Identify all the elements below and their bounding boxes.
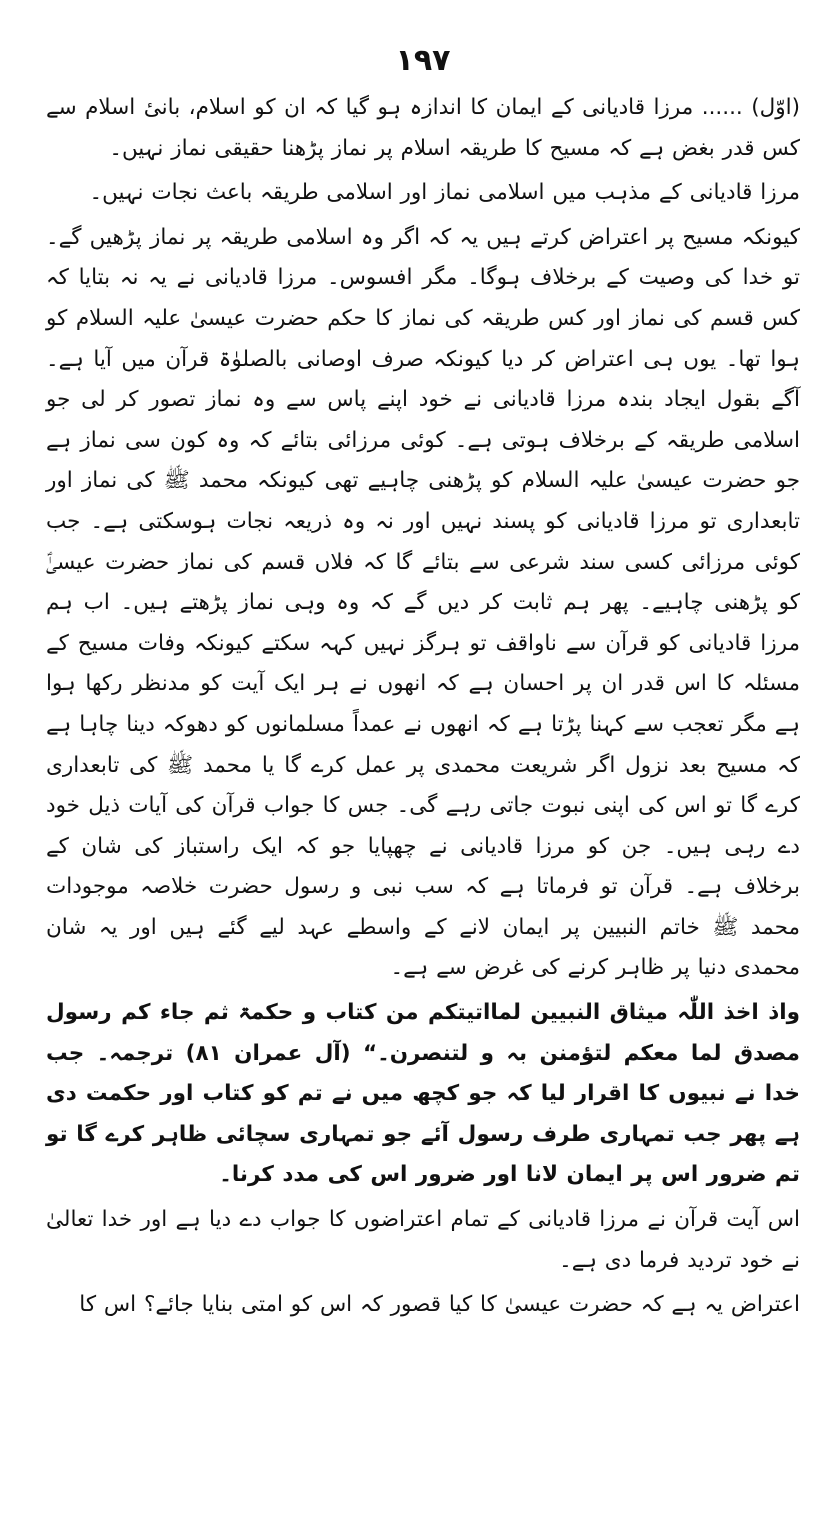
paragraph-argument: کیونکہ مسیح پر اعتراض کرتے ہیں یہ کہ اگر وہ اسلامی طریقہ پر نماز پڑھیں گے۔ تو خدا کی وصیت کے برخلاف ہوگا۔ مگر افسوس۔ مرزا قادیانی نے یہ نہ بتایا کہ کس قسم کی نماز اور کس طریقہ کی نماز کا حکم حضرت عیسیٰ علیہ السلام کو ہوا تھا۔ یوں ہی اعتراض کر دیا کیونکہ صرف اوصانی بالصلوٰۃ قرآن میں آیا ہے۔ آگے بقول ایجاد بندہ مرزا قادیانی نے خود اپنے پاس سے وہ نماز تصور کر لی جو اسلامی طریقہ کے برخلاف ہوتی ہے۔ کوئی مرزائی بتائے کہ وہ کون سی نماز ہے جو حضرت عیسیٰ علیہ السلام کو پڑھنی چاہیے تھی کیونکہ محمد ﷺ کی نماز اور تابعداری تو مرزا قادیانی کو پسند نہیں اور نہ وہ ذریعہ نجات ہوسکتی ہے۔ جب کوئی مرزائی کسی سند شرعی سے بتائے گا کہ فلاں قسم کی نماز حضرت عیسیٰؑ کو پڑھنی چاہیے۔ پھر ہم ثابت کر دیں گے کہ وہ وہی نماز پڑھتے ہیں۔ اب ہم مرزا قادیانی کو قرآن سے ناواقف تو ہرگز نہیں کہہ سکتے کیونکہ وفات مسیح کے مسئلہ کا اس قدر ان پر احسان ہے کہ انھوں نے ہر ایک آیت کو مدنظر رکھا ہوا ہے مگر تعجب سے کہنا پڑتا ہے کہ انھوں نے عمداً مسلمانوں کو دھوکہ دینا چاہا ہے کہ مسیح بعد نزول اگر شریعت محمدی پر عمل کرے گا یا محمد ﷺ کی تابعداری کرے گا تو اس کی اپنی نبوت جاتی رہے گی۔ جس کا جواب قرآن کی آیات ذیل خود دے رہی ہیں۔ جن کو مرزا قادیانی نے چھپایا جو کہ ایک راستباز کی شان کے برخلاف ہے۔ قرآن تو فرماتا ہے کہ سب نبی و رسول حضرت خلاصہ موجودات محمد ﷺ خاتم النبیین پر ایمان لانے کے واسطے عہد لیے گئے ہیں اور یہ شان محمدی دنیا پر ظاہر کرنے کی غرض سے ہے۔ [46,224,800,981]
page-number: ۱۹۷ [395,43,451,78]
paragraph-quran-verse: واذ اخذ اللّٰہ میثاق النبیین لمااتیتکم من کتاب و حکمۃ ثم جاء کم رسول مصدق لما معکم لتؤمنن بہ و لتنصرن۔“ (آل عمران ۸۱) ترجمہ۔ جب خدا نے نبیوں کا اقرار لیا کہ جو کچھ میں نے تم کو کتاب اور حکمت دی ہے پھر جب تمہاری طرف رسول آئے جو تمہاری سچائی ظاہر کرے گا تو تم ضرور اس پر ایمان لانا اور ضرور اس کی مدد کرنا۔ [46,1000,800,1188]
paragraph-first-objection: (اوّل) ...... مرزا قادیانی کے ایمان کا اندازہ ہو گیا کہ ان کو اسلام، بانیٔ اسلام سے کس قدر بغض ہے کہ مسیح کا طریقہ اسلام پر نماز پڑھنا حقیقی نماز نہیں۔ [46,95,800,161]
paragraph-verse-answer: اس آیت قرآن نے مرزا قادیانی کے تمام اعتراضوں کا جواب دے دیا ہے اور خدا تعالیٰ نے خود تردید فرما دی ہے۔ [46,1207,800,1273]
paragraph-salvation: مرزا قادیانی کے مذہب میں اسلامی نماز اور اسلامی طریقہ باعث نجات نہیں۔ [89,180,800,206]
document-body [46,88,800,1326]
paragraph-objection: اعتراض یہ ہے کہ حضرت عیسیٰ کا کیا قصور کہ اس کو امتی بنایا جائے؟ اس کا [79,1292,800,1318]
